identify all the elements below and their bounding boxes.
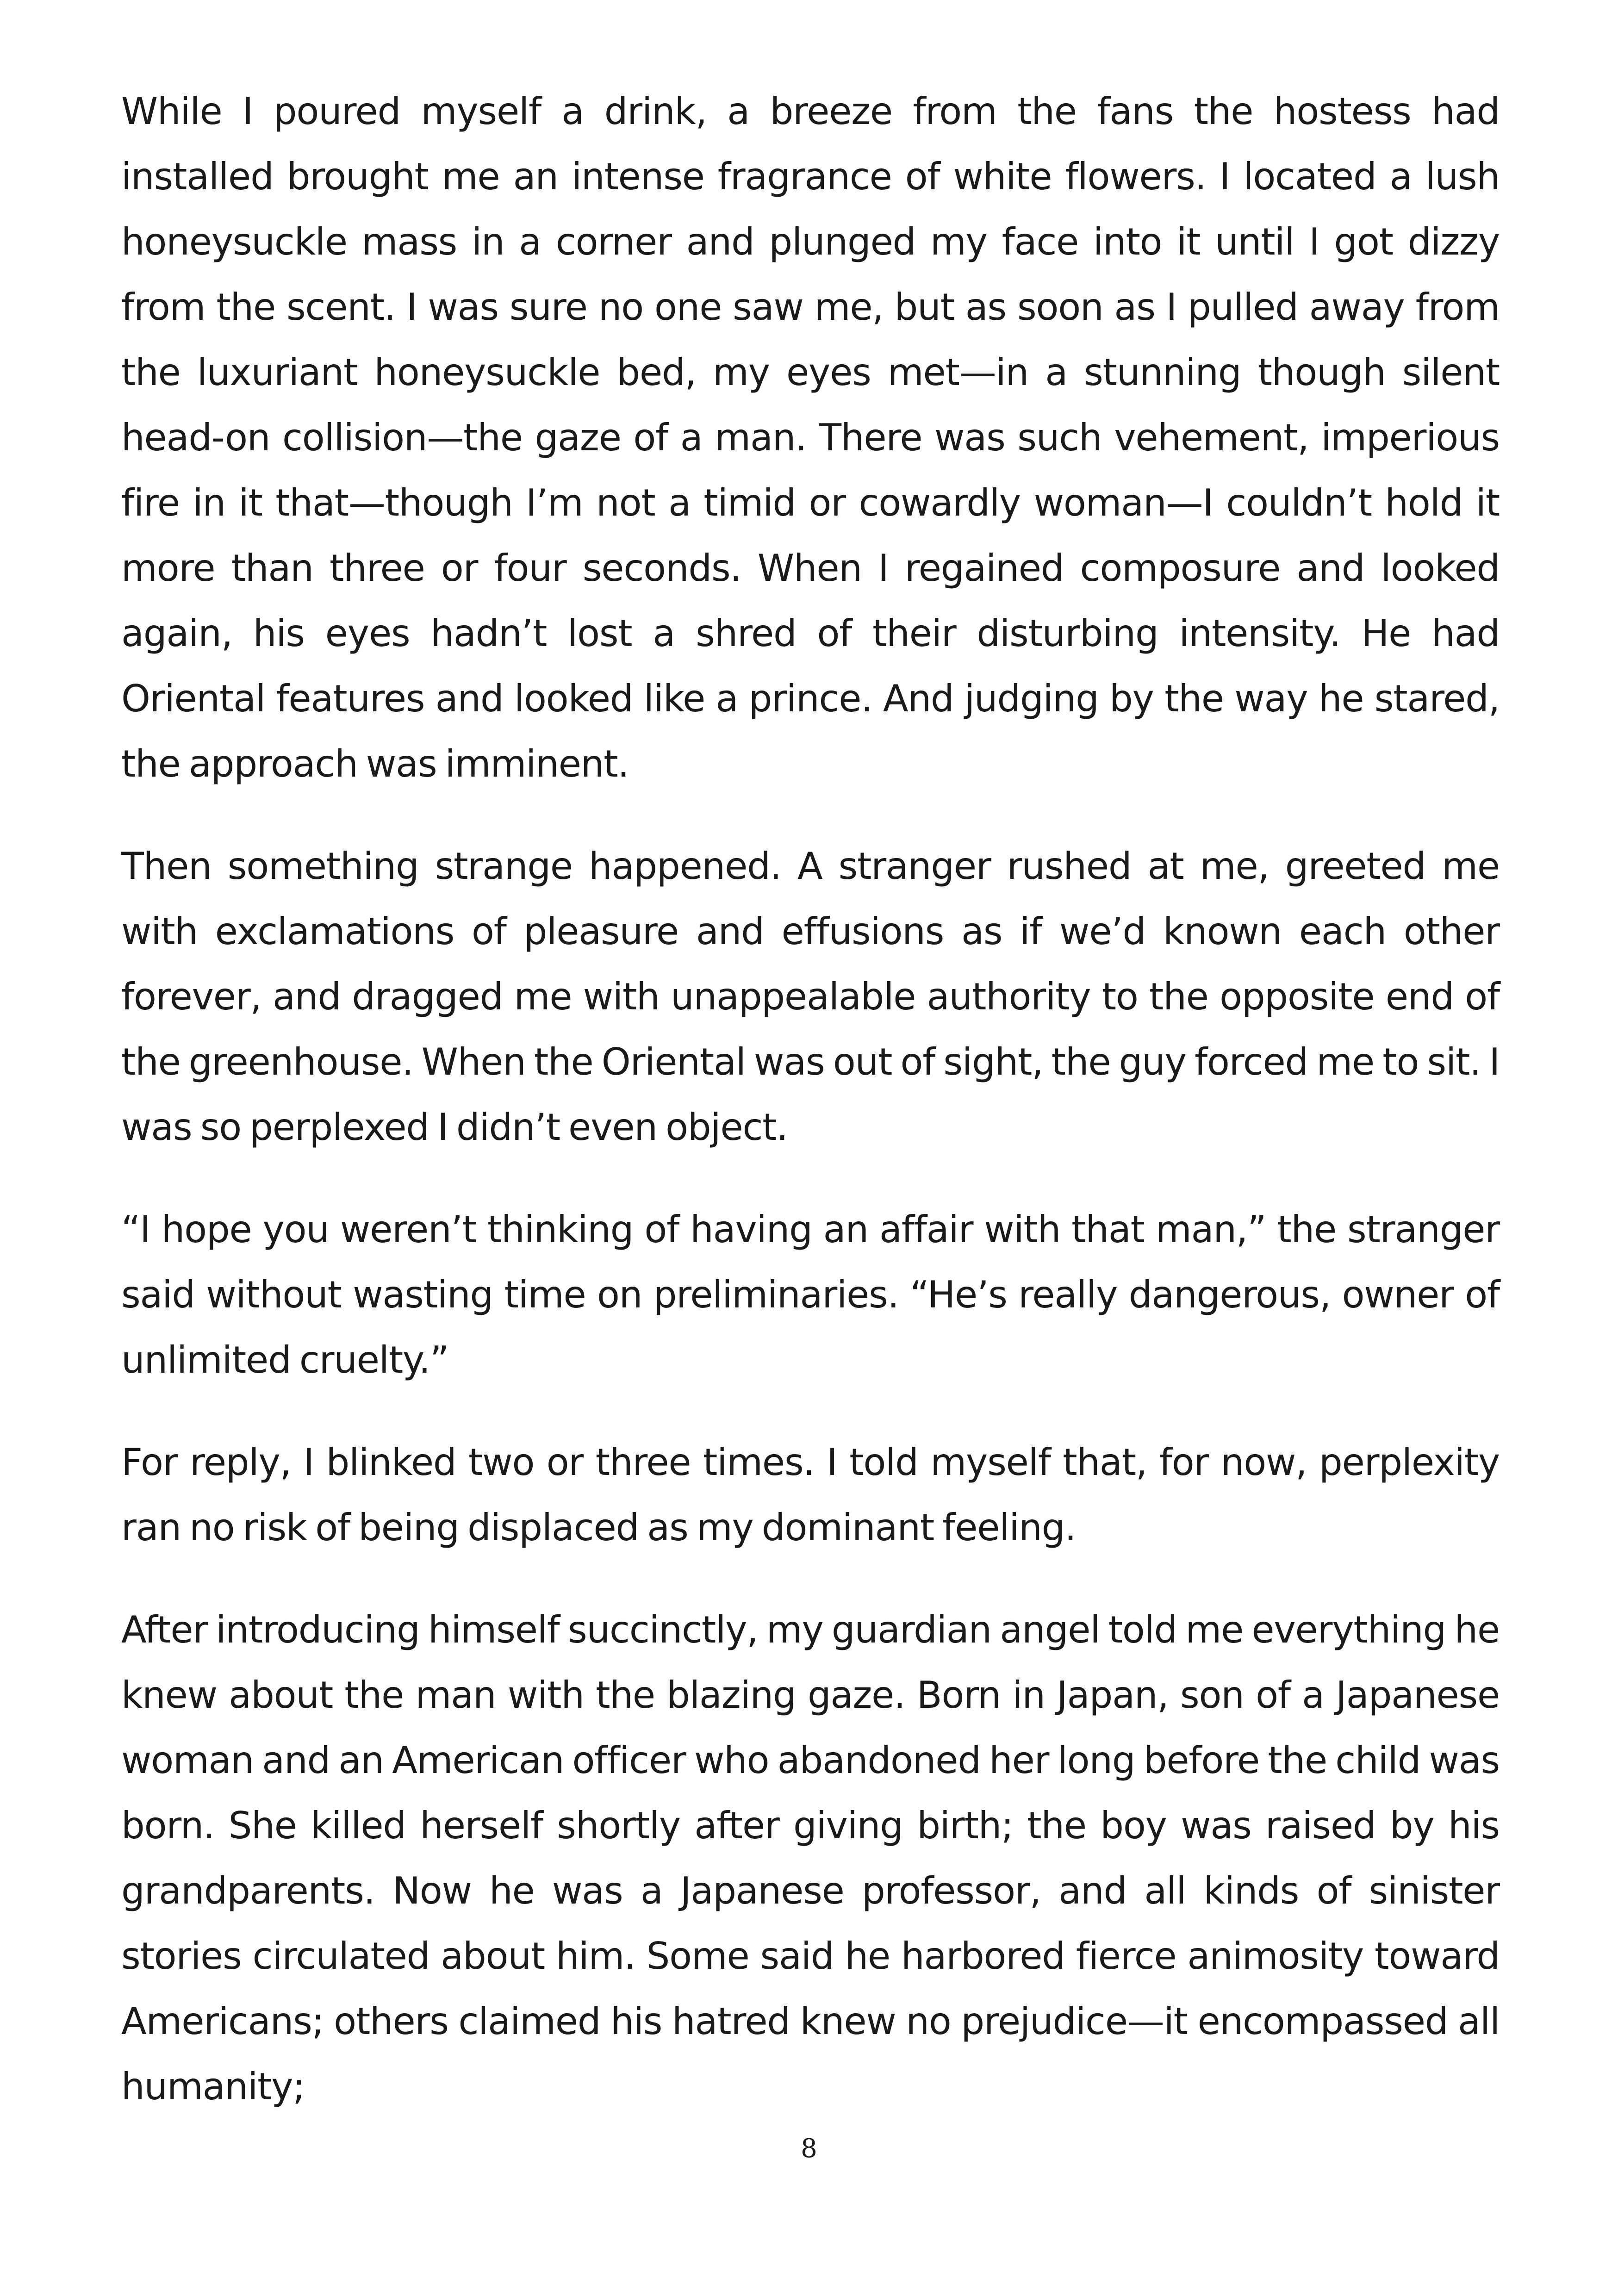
paragraph: For reply, I blinked two or three times. I told myself that, for now, perplexity ran no risk of being displaced as my dominant feeling. xyxy=(121,1441,1500,1549)
paragraph: Then something strange happened. A stranger rushed at me, greeted me with exclamations of pleasure and effusions as if we’d known each other forever, and dragged me with unappealable authority to the opposite end of the greenhouse. When the Oriental was out of sight, the guy forced me to sit. I was so perplexed I didn’t even object. xyxy=(121,845,1500,1149)
page-number: 8 xyxy=(801,2134,817,2164)
paragraph: “I hope you weren’t thinking of having an affair with that man,” the stranger said without wasting time on preliminaries. “He’s really dangerous, owner of unlimited cruelty.” xyxy=(121,1208,1500,1381)
paragraph: While I poured myself a drink, a breeze from the fans the hostess had installed brought me an intense fragrance of white flowers. I located a lush honeysuckle mass in a corner and plunged my face into it until I got dizzy from the scent. I was sure no one saw me, but as soon as I pulled away from the luxuriant honeysuckle bed, my eyes met—in a stunning though silent head-on collision—the gaze of a man. There was such vehement, imperious fire in it that—though I’m not a timid or cowardly woman—I couldn’t hold it more than three or four seconds. When I regained composure and looked again, his eyes hadn’t lost a shred of their disturbing intensity. He had Oriental features and looked like a prince. And judging by the way he stared, the approach was imminent. xyxy=(121,90,1500,785)
paragraph: After introducing himself succinctly, my guardian angel told me everything he knew about the man with the blazing gaze. Born in Japan, son of a Japanese woman and an American officer who abandoned her long before the child was born. She killed herself shortly after giving birth; the boy was raised by his grandparents. Now he was a Japanese professor, and all kinds of sinister stories circulated about him. Some said he harbored fierce animosity toward Americans; others claimed his hatred knew no prejudice—it encompassed all humanity; xyxy=(121,1608,1500,2108)
body-text xyxy=(121,79,1500,2156)
